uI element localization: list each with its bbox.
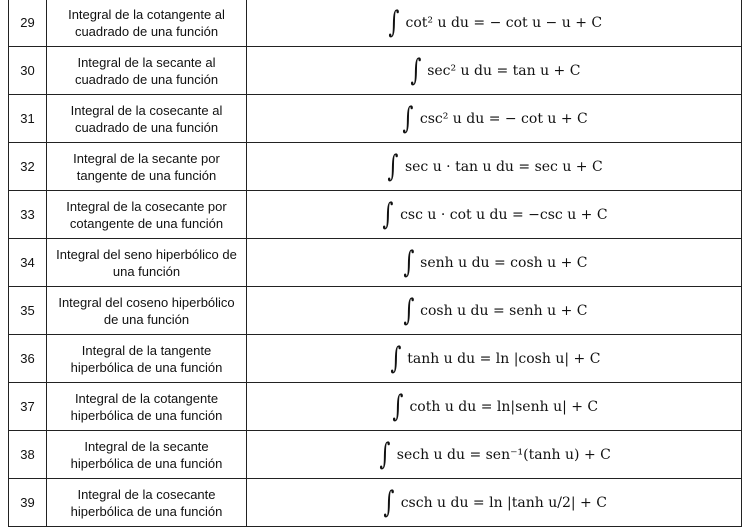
formula-text: csc² u du = − cot u + C [419,110,588,127]
integral-formula [247,287,741,334]
row-number: 32 [9,143,47,190]
integral-name: Integral de la tangente hiperbólica de una función [47,335,247,382]
formula-text: sec² u du = tan u + C [427,62,581,79]
integral-formula [247,143,741,190]
integral-name: Integral del seno hiperbólico de una función [47,239,247,286]
row-number: 37 [9,383,47,430]
integral-name: Integral de la secante hiperbólica de una función [47,431,247,478]
integral-sign: ∫ [379,436,391,472]
row-number: 30 [9,47,47,94]
row-number: 38 [9,431,47,478]
integral-sign: ∫ [392,388,404,424]
integral-name: Integral de la cotangente al cuadrado de una función [47,0,247,46]
table-row [9,47,741,95]
formula-text: sec u · tan u du = sec u + C [404,158,603,175]
integral-sign: ∫ [402,292,414,328]
table-row [9,0,741,47]
integral-formula [247,0,741,46]
row-number: 29 [9,0,47,46]
formula-text: cosh u du = senh u + C [420,302,588,319]
integral-name: Integral del coseno hiperbólico de una función [47,287,247,334]
integral-name: Integral de la cosecante al cuadrado de una función [47,95,247,142]
table-row [9,383,741,431]
table-row [9,191,741,239]
integral-sign: ∫ [402,244,414,280]
integral-name: Integral de la cosecante por cotangente de una función [47,191,247,238]
integral-table [8,0,742,527]
integral-formula [247,335,741,382]
integral-name: Integral de la cotangente hiperbólica de una función [47,383,247,430]
integral-sign: ∫ [402,100,414,136]
integral-formula [247,383,741,430]
table-row [9,335,741,383]
integral-formula [247,431,741,478]
table-row [9,287,741,335]
integral-formula [247,47,741,94]
formula-text: senh u du = cosh u + C [420,254,588,271]
table-row [9,95,741,143]
integral-name: Integral de la cosecante hiperbólica de una función [47,479,247,526]
integral-formula [247,239,741,286]
row-number: 34 [9,239,47,286]
table-row [9,431,741,479]
integral-sign: ∫ [383,484,395,520]
formula-text: csch u du = ln |tanh u/2| + C [400,494,607,511]
row-number: 36 [9,335,47,382]
integral-formula [247,479,741,526]
integral-sign: ∫ [387,148,399,184]
integral-formula [247,95,741,142]
integral-name: Integral de la secante al cuadrado de una función [47,47,247,94]
integral-sign: ∫ [409,52,421,88]
table-row [9,239,741,287]
integral-name: Integral de la secante por tangente de una función [47,143,247,190]
formula-text: cot² u du = − cot u − u + C [405,14,603,31]
integral-sign: ∫ [389,340,401,376]
row-number: 31 [9,95,47,142]
formula-text: coth u du = ln|senh u| + C [409,398,599,415]
integral-sign: ∫ [382,196,394,232]
table-row [9,479,741,527]
row-number: 33 [9,191,47,238]
formula-text: csc u · cot u du = −csc u + C [400,206,608,223]
table-row [9,143,741,191]
row-number: 35 [9,287,47,334]
integral-formula [247,191,741,238]
formula-text: tanh u du = ln |cosh u| + C [407,350,601,367]
row-number: 39 [9,479,47,526]
formula-text: sech u du = sen⁻¹(tanh u) + C [396,446,611,463]
integral-sign: ∫ [388,4,400,40]
